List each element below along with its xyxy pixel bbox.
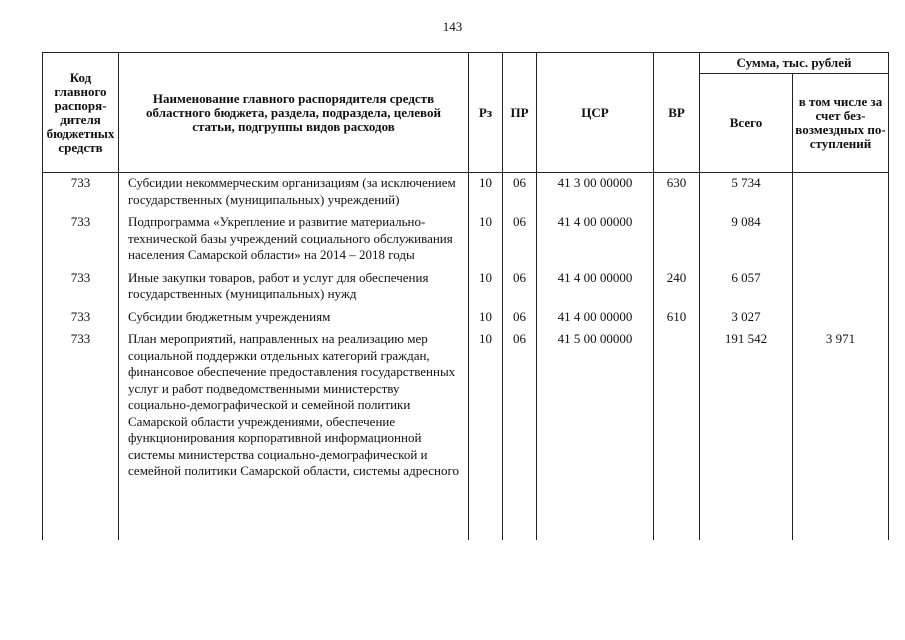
- row-vr: 630: [654, 173, 700, 215]
- row-name: План мероприятий, направленных на реализацию мер социальной поддержки отдельных категорий граждан, финансовое обеспечение предоставления государственных услуг и работ подведомственными министерству социально-демографической и семейной политики Самарской области учреждениями, обеспечение функционирования корпоративной информационной системы министерства социально-демографической и семейной политики Самарской области, системы адресного: [119, 331, 469, 540]
- row-total: 9 084: [700, 214, 793, 270]
- table-row: [43, 331, 889, 540]
- table-row: [43, 270, 889, 309]
- row-code: 733: [43, 270, 119, 309]
- row-pr: 06: [503, 309, 537, 332]
- header-code: Код главного распорядителя бюджетных средств: [43, 53, 119, 173]
- row-name: Субсидии бюджетным учреждениям: [119, 309, 469, 332]
- row-name: Субсидии некоммерческим организациям (за исключением государственных (муниципальных) учреждений): [119, 173, 469, 215]
- header-total: Всего: [700, 74, 793, 173]
- header-rz: Рз: [469, 53, 503, 173]
- row-rz: 10: [469, 214, 503, 270]
- header-vr: ВР: [654, 53, 700, 173]
- row-code: 733: [43, 309, 119, 332]
- row-pr: 06: [503, 331, 537, 540]
- row-code: 733: [43, 214, 119, 270]
- row-pr: 06: [503, 214, 537, 270]
- row-vr: 610: [654, 309, 700, 332]
- budget-table: [42, 52, 889, 540]
- row-code: 733: [43, 173, 119, 215]
- row-pr: 06: [503, 270, 537, 309]
- header-name: Наименование главного распорядителя средств областного бюджета, раздела, подраздела, целевой статьи, подгруппы видов расходов: [119, 53, 469, 173]
- row-free: [793, 309, 889, 332]
- row-csr: 41 4 00 00000: [537, 270, 654, 309]
- row-rz: 10: [469, 309, 503, 332]
- row-free: [793, 214, 889, 270]
- row-csr: 41 4 00 00000: [537, 214, 654, 270]
- row-vr: [654, 214, 700, 270]
- row-vr: 240: [654, 270, 700, 309]
- row-rz: 10: [469, 173, 503, 215]
- row-pr: 06: [503, 173, 537, 215]
- table-row: [43, 309, 889, 332]
- row-code: 733: [43, 331, 119, 540]
- row-vr: [654, 331, 700, 540]
- row-free: [793, 173, 889, 215]
- header-sum: Сумма, тыс. рублей: [700, 53, 889, 74]
- row-total: 191 542: [700, 331, 793, 540]
- row-name: Подпрограмма «Укрепление и развитие материально-технической базы учреждений социального обслуживания населения Самарской области» на 2014 – 2018 годы: [119, 214, 469, 270]
- row-rz: 10: [469, 331, 503, 540]
- row-csr: 41 4 00 00000: [537, 309, 654, 332]
- table-row: [43, 214, 889, 270]
- row-rz: 10: [469, 270, 503, 309]
- header-free: в том числе за счет безвозмездных поступлений: [793, 74, 889, 173]
- table-row: [43, 173, 889, 215]
- row-free: [793, 270, 889, 309]
- row-name: Иные закупки товаров, работ и услуг для обеспечения государственных (муниципальных) нужд: [119, 270, 469, 309]
- row-csr: 41 3 00 00000: [537, 173, 654, 215]
- header-pr: ПР: [503, 53, 537, 173]
- row-csr: 41 5 00 00000: [537, 331, 654, 540]
- header-csr: ЦСР: [537, 53, 654, 173]
- page-number: 143: [442, 19, 463, 34]
- row-total: 6 057: [700, 270, 793, 309]
- row-free: 3 971: [793, 331, 889, 540]
- row-total: 5 734: [700, 173, 793, 215]
- row-total: 3 027: [700, 309, 793, 332]
